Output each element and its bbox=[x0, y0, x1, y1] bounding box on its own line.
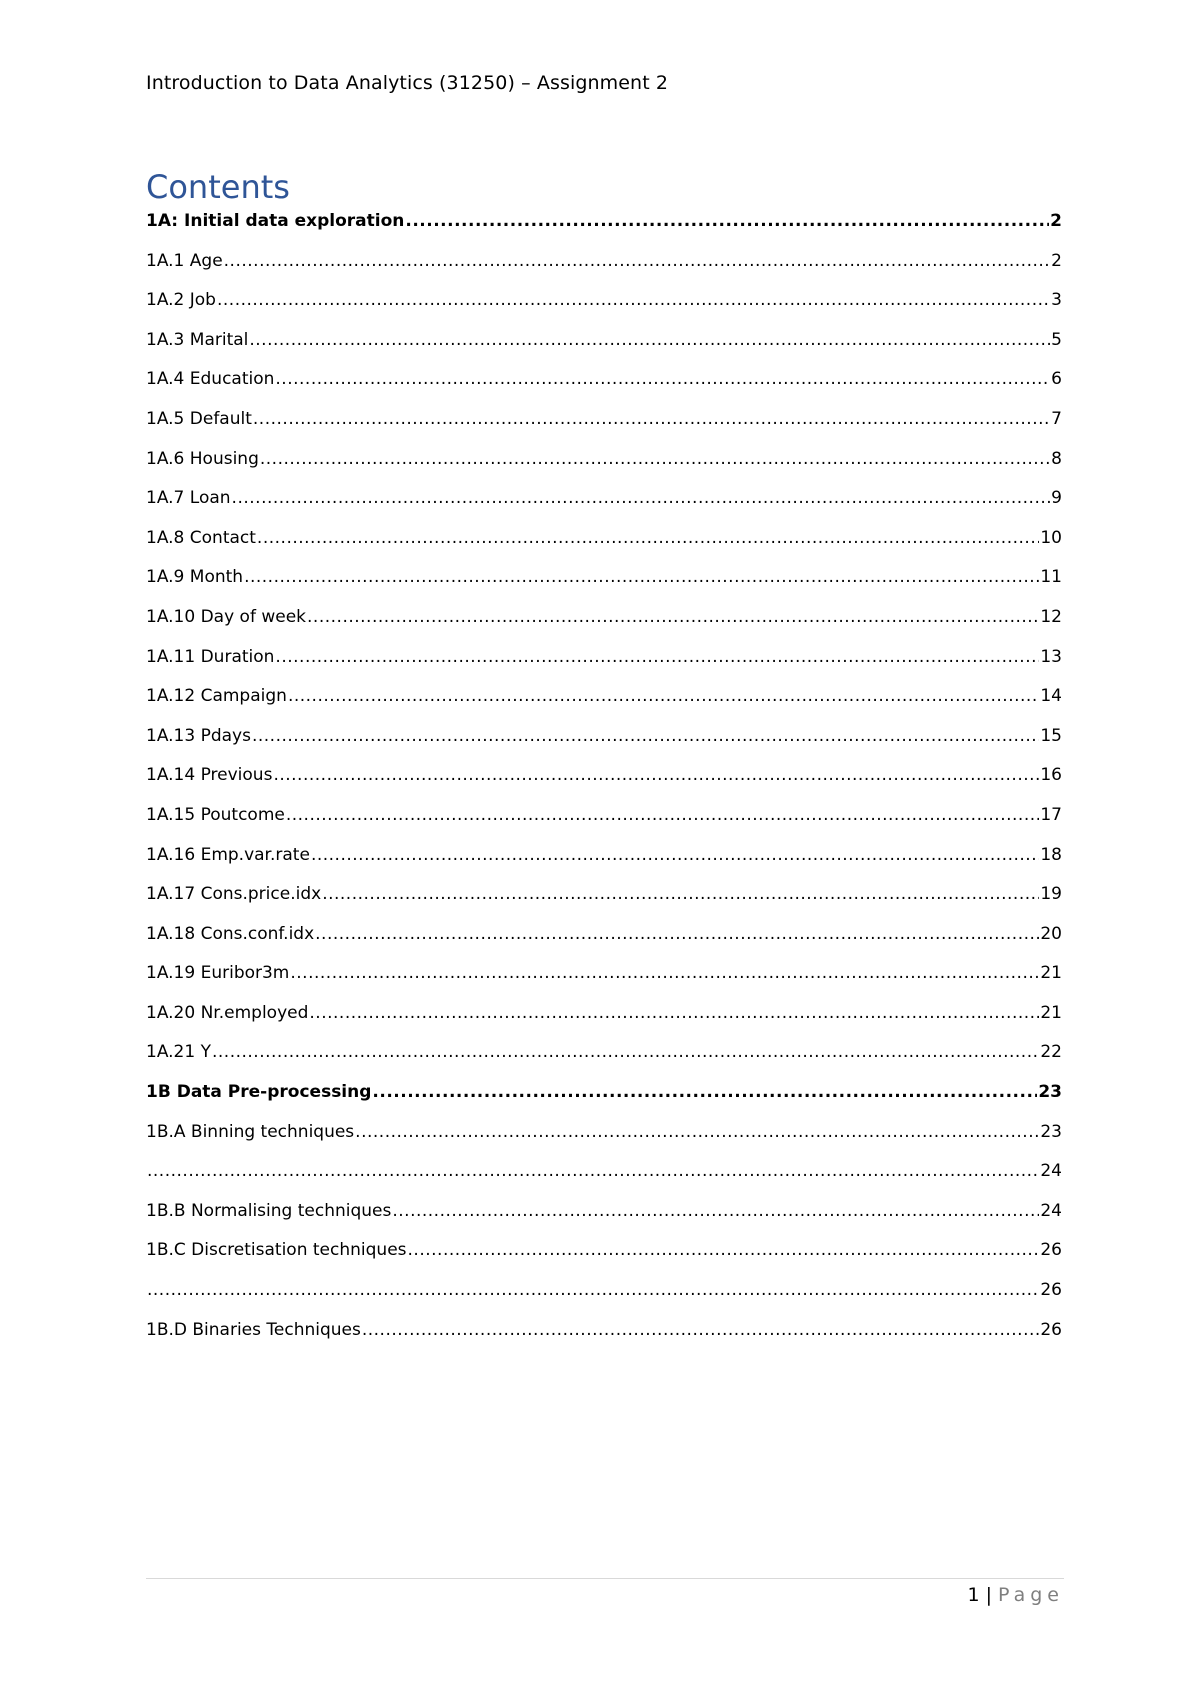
toc-entry-label[interactable]: 1A.12 Campaign bbox=[146, 686, 287, 707]
toc-entry-page-number[interactable]: 24 bbox=[1040, 1200, 1062, 1221]
toc-entry-label[interactable]: 1A.1 Age bbox=[146, 250, 223, 271]
toc-entry-label[interactable]: 1B.B Normalising techniques bbox=[146, 1200, 392, 1221]
toc-entry[interactable] bbox=[146, 290, 1062, 330]
toc-entry-page-number[interactable]: 17 bbox=[1040, 804, 1062, 825]
toc-entry-label[interactable]: 1B Data Pre-processing bbox=[146, 1082, 372, 1103]
toc-entry[interactable] bbox=[146, 607, 1062, 647]
toc-entry-page-number[interactable]: 23 bbox=[1040, 1121, 1062, 1142]
toc-entry[interactable] bbox=[146, 330, 1062, 370]
toc-entry-page-number[interactable]: 6 bbox=[1051, 369, 1062, 390]
toc-dot-leader bbox=[253, 409, 1050, 429]
toc-entry-page-number[interactable]: 15 bbox=[1040, 725, 1062, 746]
toc-entry-label[interactable]: 1A: Initial data exploration bbox=[146, 211, 405, 231]
toc-entry-label[interactable]: 1A.14 Previous bbox=[146, 765, 273, 786]
toc-dot-leader bbox=[244, 567, 1039, 587]
toc-entry-page-number[interactable]: 19 bbox=[1040, 884, 1062, 905]
toc-entry-label[interactable]: 1B.C Discretisation techniques bbox=[146, 1240, 407, 1261]
toc-entry-label[interactable]: 1B.D Binaries Techniques bbox=[146, 1319, 361, 1340]
table-of-contents bbox=[146, 211, 1062, 1359]
toc-dot-leader bbox=[257, 528, 1039, 548]
toc-entry-page-number[interactable]: 22 bbox=[1040, 1042, 1062, 1063]
toc-entry[interactable] bbox=[146, 1003, 1062, 1043]
toc-dot-leader bbox=[311, 845, 1039, 865]
toc-entry-page-number[interactable]: 23 bbox=[1038, 1082, 1062, 1103]
toc-entry[interactable] bbox=[146, 251, 1062, 291]
toc-dot-leader bbox=[315, 924, 1039, 944]
toc-dot-leader bbox=[286, 805, 1040, 825]
toc-dot-leader bbox=[212, 1042, 1039, 1062]
toc-entry-page-number[interactable]: 2 bbox=[1051, 250, 1062, 271]
toc-entry-label[interactable]: 1A.2 Job bbox=[146, 290, 216, 311]
footer-divider bbox=[146, 1578, 1064, 1579]
toc-entry-label[interactable]: 1A.7 Loan bbox=[146, 488, 231, 509]
footer-page-word: Page bbox=[998, 1584, 1064, 1606]
toc-entry-label[interactable]: 1A.19 Euribor3m bbox=[146, 963, 290, 984]
toc-dot-leader bbox=[392, 1201, 1039, 1221]
toc-entry-page-number[interactable]: 2 bbox=[1050, 211, 1062, 231]
toc-entry-page-number[interactable]: 24 bbox=[1040, 1161, 1062, 1182]
toc-entry-label[interactable]: 1A.16 Emp.var.rate bbox=[146, 844, 310, 865]
toc-dot-leader bbox=[362, 1320, 1040, 1340]
toc-entry[interactable] bbox=[146, 211, 1062, 251]
toc-entry-label[interactable]: 1A.6 Housing bbox=[146, 448, 259, 469]
footer-separator: | bbox=[985, 1584, 992, 1606]
toc-dot-leader bbox=[372, 1082, 1037, 1102]
toc-entry-page-number[interactable]: 13 bbox=[1040, 646, 1062, 667]
toc-dot-leader bbox=[275, 647, 1039, 667]
toc-entry-label[interactable]: 1A.21 Y bbox=[146, 1042, 211, 1063]
toc-entry-label[interactable]: 1A.10 Day of week bbox=[146, 606, 307, 627]
toc-entry-label[interactable]: 1A.4 Education bbox=[146, 369, 275, 390]
toc-entry-page-number[interactable]: 5 bbox=[1051, 329, 1062, 350]
toc-entry[interactable] bbox=[146, 647, 1062, 687]
toc-dot-leader bbox=[408, 1240, 1040, 1260]
toc-dot-leader bbox=[405, 211, 1049, 231]
toc-entry[interactable] bbox=[146, 1240, 1062, 1280]
toc-entry[interactable] bbox=[146, 369, 1062, 409]
toc-entry[interactable] bbox=[146, 1042, 1062, 1082]
toc-entry[interactable] bbox=[146, 1082, 1062, 1122]
toc-dot-leader bbox=[290, 963, 1039, 983]
toc-entry-page-number[interactable]: 26 bbox=[1040, 1280, 1062, 1301]
toc-entry-page-number[interactable]: 16 bbox=[1040, 765, 1062, 786]
toc-title: Contents bbox=[146, 168, 290, 206]
toc-entry-page-number[interactable]: 26 bbox=[1040, 1240, 1062, 1261]
toc-entry-label[interactable]: 1A.11 Duration bbox=[146, 646, 275, 667]
toc-entry-label[interactable]: 1B.A Binning techniques bbox=[146, 1121, 355, 1142]
toc-dot-leader bbox=[224, 251, 1051, 271]
toc-entry[interactable] bbox=[146, 963, 1062, 1003]
toc-entry-page-number[interactable]: 7 bbox=[1051, 408, 1062, 429]
toc-entry-page-number[interactable]: 21 bbox=[1040, 963, 1062, 984]
toc-entry-label[interactable]: 1A.15 Poutcome bbox=[146, 804, 285, 825]
toc-entry-page-number[interactable]: 12 bbox=[1040, 606, 1062, 627]
toc-dot-leader bbox=[275, 369, 1050, 389]
toc-entry[interactable] bbox=[146, 1122, 1062, 1162]
toc-dot-leader bbox=[260, 449, 1050, 469]
toc-entry-label[interactable]: 1A.5 Default bbox=[146, 408, 252, 429]
toc-entry[interactable] bbox=[146, 924, 1062, 964]
toc-entry-page-number[interactable]: 10 bbox=[1040, 527, 1062, 548]
toc-entry[interactable] bbox=[146, 449, 1062, 489]
toc-entry[interactable] bbox=[146, 686, 1062, 726]
toc-entry[interactable] bbox=[146, 567, 1062, 607]
toc-entry-page-number[interactable]: 11 bbox=[1040, 567, 1062, 588]
toc-entry-page-number[interactable]: 21 bbox=[1040, 1002, 1062, 1023]
toc-dot-leader bbox=[355, 1122, 1039, 1142]
toc-dot-leader bbox=[322, 884, 1039, 904]
toc-dot-leader bbox=[147, 1280, 1039, 1300]
toc-entry-label[interactable]: 1A.17 Cons.price.idx bbox=[146, 884, 322, 905]
toc-entry[interactable] bbox=[146, 1280, 1062, 1320]
toc-dot-leader bbox=[273, 765, 1039, 785]
toc-entry-page-number[interactable]: 20 bbox=[1040, 923, 1062, 944]
toc-entry-label[interactable]: 1A.3 Marital bbox=[146, 329, 249, 350]
page-footer bbox=[968, 1584, 1065, 1606]
toc-entry[interactable] bbox=[146, 805, 1062, 845]
toc-entry-page-number[interactable]: 8 bbox=[1051, 448, 1062, 469]
toc-entry-label[interactable]: 1A.20 Nr.employed bbox=[146, 1002, 309, 1023]
toc-entry[interactable] bbox=[146, 1320, 1062, 1360]
toc-entry-page-number[interactable]: 14 bbox=[1040, 686, 1062, 707]
toc-dot-leader bbox=[309, 1003, 1039, 1023]
toc-entry-page-number[interactable]: 26 bbox=[1040, 1319, 1062, 1340]
toc-dot-leader bbox=[249, 330, 1050, 350]
toc-dot-leader bbox=[217, 290, 1050, 310]
toc-entry-page-number[interactable]: 9 bbox=[1051, 488, 1062, 509]
toc-dot-leader bbox=[288, 686, 1039, 706]
toc-dot-leader bbox=[307, 607, 1039, 627]
toc-entry-label[interactable]: 1A.8 Contact bbox=[146, 527, 256, 548]
toc-entry[interactable] bbox=[146, 726, 1062, 766]
toc-entry[interactable] bbox=[146, 488, 1062, 528]
toc-entry-label[interactable]: 1A.18 Cons.conf.idx bbox=[146, 923, 315, 944]
toc-entry-label[interactable]: 1A.9 Month bbox=[146, 567, 244, 588]
toc-entry[interactable] bbox=[146, 528, 1062, 568]
toc-entry[interactable] bbox=[146, 1201, 1062, 1241]
toc-entry-label[interactable]: 1A.13 Pdays bbox=[146, 725, 251, 746]
toc-dot-leader bbox=[147, 1161, 1039, 1181]
toc-entry[interactable] bbox=[146, 1161, 1062, 1201]
toc-entry[interactable] bbox=[146, 884, 1062, 924]
toc-entry-page-number[interactable]: 3 bbox=[1051, 290, 1062, 311]
toc-entry[interactable] bbox=[146, 765, 1062, 805]
footer-page-number: 1 bbox=[967, 1584, 980, 1606]
page-header: Introduction to Data Analytics (31250) – Assignment 2 bbox=[146, 72, 669, 94]
toc-dot-leader bbox=[232, 488, 1051, 508]
toc-entry[interactable] bbox=[146, 409, 1062, 449]
toc-entry[interactable] bbox=[146, 845, 1062, 885]
toc-entry-page-number[interactable]: 18 bbox=[1040, 844, 1062, 865]
toc-dot-leader bbox=[252, 726, 1039, 746]
